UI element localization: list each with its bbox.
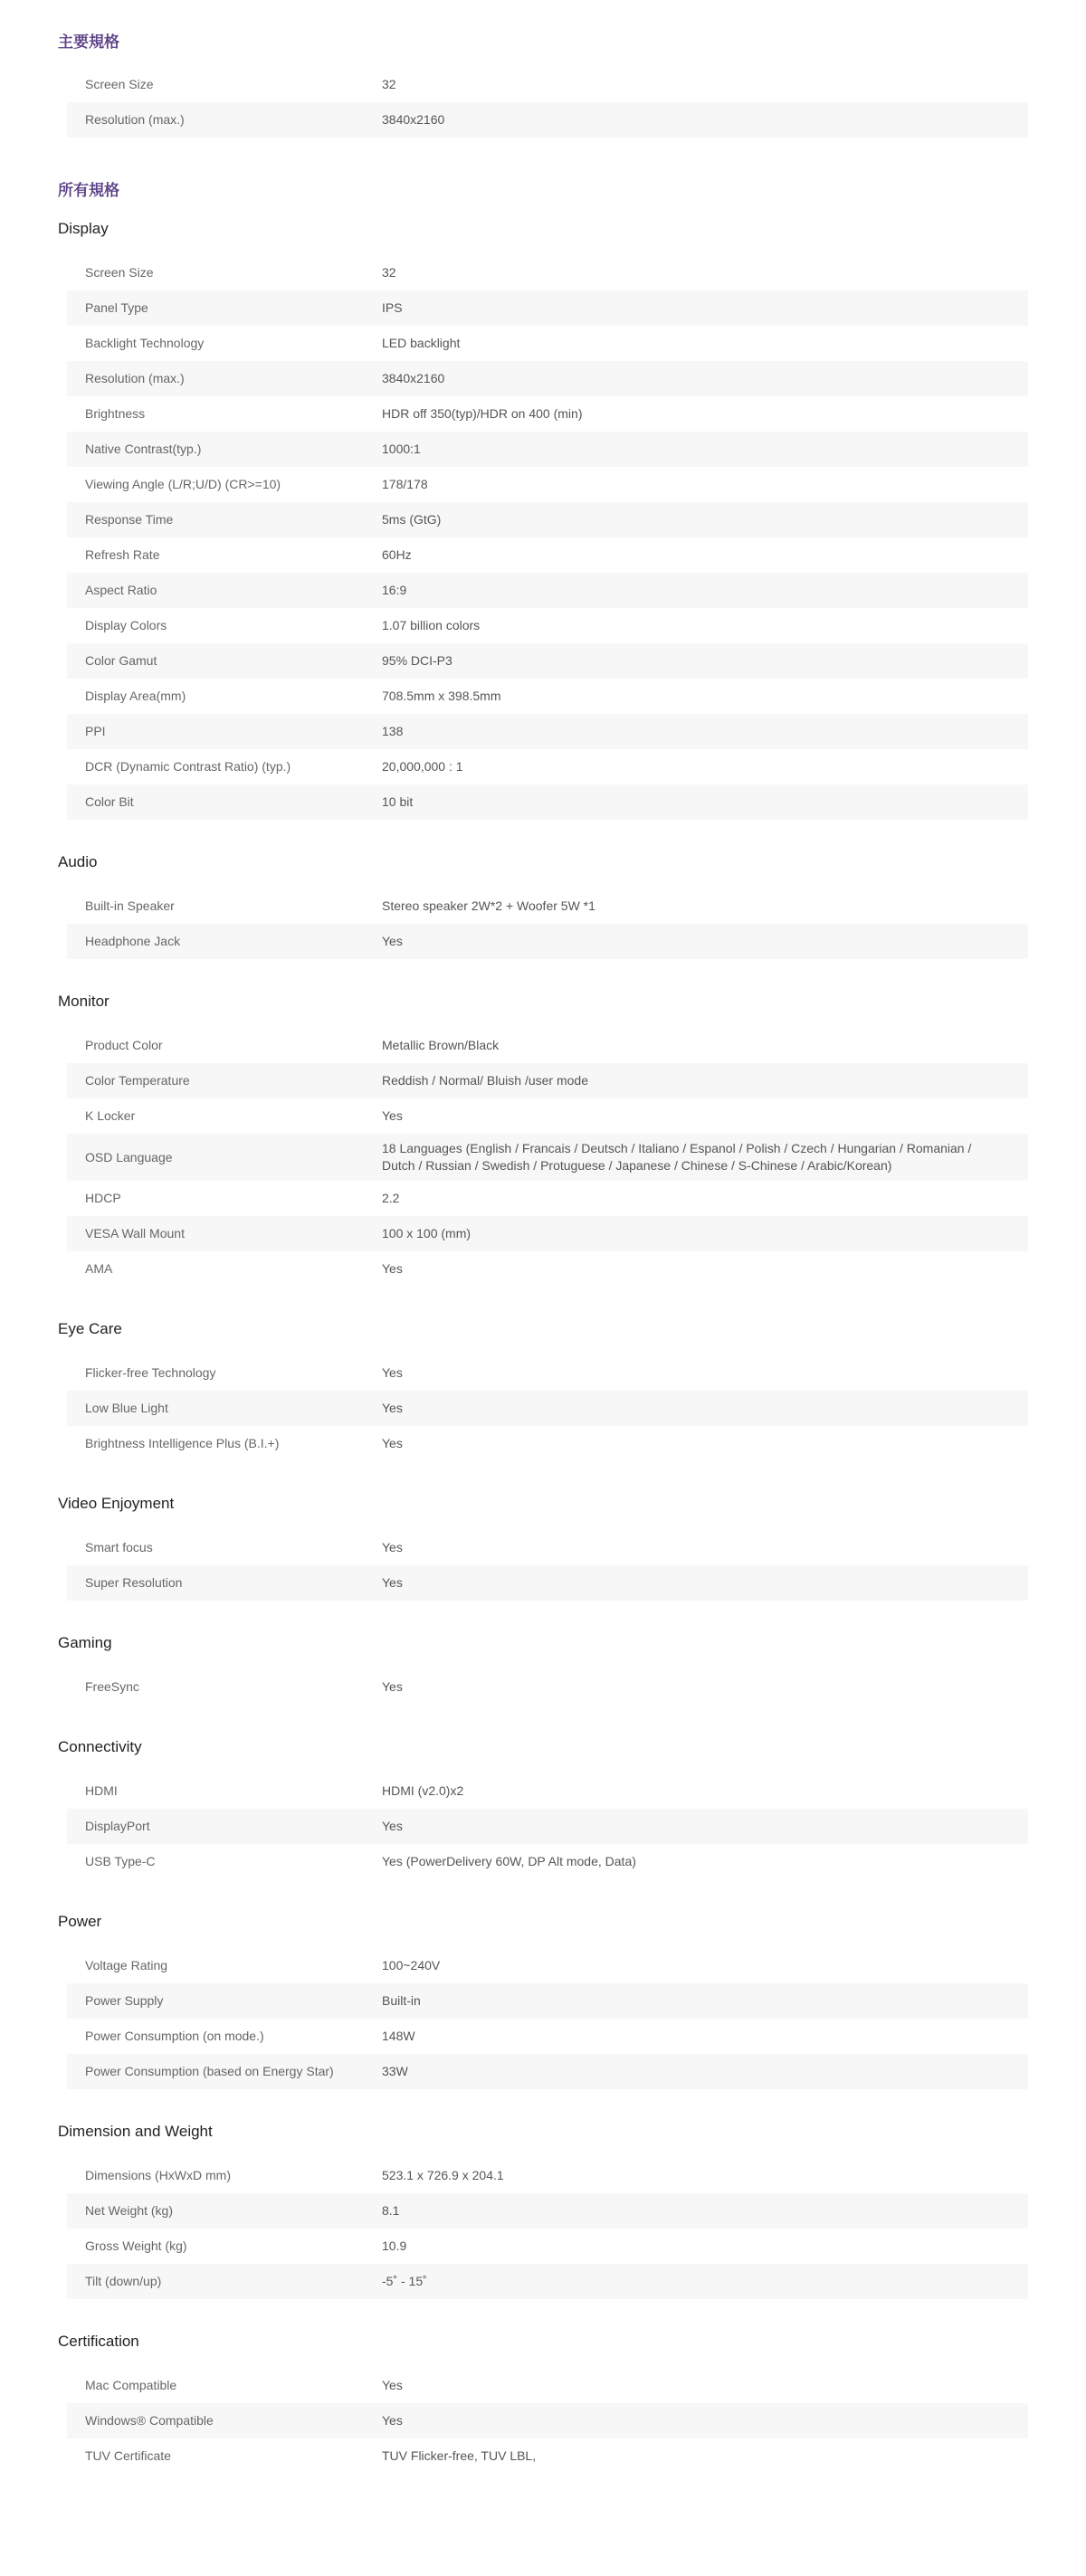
spec-value: 1000:1 — [382, 442, 421, 456]
section-table — [67, 1669, 1028, 1705]
spec-label: AMA — [85, 1261, 113, 1276]
spec-row — [67, 1098, 1028, 1134]
spec-section — [58, 1630, 1028, 1705]
spec-value: Metallic Brown/Black — [382, 1038, 500, 1052]
spec-label: Native Contrast(typ.) — [85, 442, 202, 456]
spec-value: TUV Flicker-free, TUV LBL, — [382, 2448, 537, 2463]
main-specs-table — [67, 67, 1028, 138]
spec-label: Response Time — [85, 512, 174, 527]
spec-row — [67, 2264, 1028, 2299]
spec-label: Flicker-free Technology — [85, 1365, 216, 1380]
spec-row — [67, 1809, 1028, 1844]
spec-value: IPS — [382, 300, 403, 315]
spec-label: Windows® Compatible — [85, 2413, 214, 2428]
spec-label: PPI — [85, 724, 106, 738]
section-table — [67, 889, 1028, 959]
spec-label: USB Type-C — [85, 1854, 156, 1868]
spec-row — [67, 2229, 1028, 2264]
spec-row — [67, 749, 1028, 784]
spec-row — [67, 396, 1028, 432]
spec-section — [58, 988, 1028, 1287]
spec-value: 708.5mm x 398.5mm — [382, 689, 501, 703]
spec-label: Resolution (max.) — [85, 112, 185, 127]
spec-value: Reddish / Normal/ Bluish /user mode — [382, 1073, 588, 1088]
spec-value: 32 — [382, 77, 396, 91]
section-title: Video Enjoyment — [58, 1495, 175, 1512]
spec-value: LED backlight — [382, 336, 461, 350]
spec-value: Yes — [382, 2378, 403, 2392]
spec-row — [67, 1391, 1028, 1426]
spec-value: 1.07 billion colors — [382, 618, 481, 632]
spec-label: Viewing Angle (L/R;U/D) (CR>=10) — [85, 477, 281, 491]
spec-label: VESA Wall Mount — [85, 1226, 185, 1240]
spec-value: 33W — [382, 2064, 408, 2078]
spec-row — [67, 643, 1028, 679]
main-specs-group — [58, 29, 1028, 138]
spec-value: Built-in — [382, 1993, 421, 2008]
spec-row — [67, 2403, 1028, 2438]
section-table — [67, 1028, 1028, 1287]
spec-row — [67, 679, 1028, 714]
spec-value: 3840x2160 — [382, 112, 445, 127]
spec-label: Display Area(mm) — [85, 689, 186, 703]
spec-label: Color Temperature — [85, 1073, 190, 1088]
spec-value: -5˚ - 15˚ — [382, 2274, 427, 2288]
spec-row — [67, 714, 1028, 749]
spec-label: Super Resolution — [85, 1575, 183, 1590]
spec-row — [67, 2368, 1028, 2403]
spec-row — [67, 255, 1028, 290]
spec-label: Backlight Technology — [85, 336, 205, 350]
spec-section — [58, 2118, 1028, 2299]
spec-label: Smart focus — [85, 1540, 153, 1554]
section-title: Gaming — [58, 1634, 112, 1651]
spec-value: Yes — [382, 1540, 403, 1554]
spec-row — [67, 1565, 1028, 1601]
spec-value: Yes — [382, 1679, 403, 1694]
spec-label: Color Bit — [85, 794, 134, 809]
spec-value: 5ms (GtG) — [382, 512, 442, 527]
spec-row — [67, 1251, 1028, 1287]
spec-row — [67, 1028, 1028, 1063]
all-specs-sections — [58, 215, 1028, 2474]
spec-row — [67, 467, 1028, 502]
spec-label: Power Consumption (based on Energy Star) — [85, 2064, 334, 2078]
spec-section — [58, 1734, 1028, 1879]
section-title: Certification — [58, 2333, 139, 2350]
spec-label: FreeSync — [85, 1679, 139, 1694]
section-title: Dimension and Weight — [58, 2123, 213, 2140]
spec-label: Panel Type — [85, 300, 148, 315]
section-table — [67, 2368, 1028, 2474]
section-title: Monitor — [58, 993, 110, 1010]
all-specs-group — [58, 177, 1028, 2474]
spec-label: Low Blue Light — [85, 1401, 168, 1415]
spec-value: 100~240V — [382, 1958, 441, 1972]
spec-row — [67, 102, 1028, 138]
spec-row — [67, 1355, 1028, 1391]
spec-row — [67, 1530, 1028, 1565]
spec-value: 60Hz — [382, 547, 412, 562]
spec-label: Tilt (down/up) — [85, 2274, 162, 2288]
spec-value: 18 Languages (English / Francais / Deutsch / Italiano / Espanol / Polish / Czech / Hungarian / Romanian / Dutch / Russian / Swedish / Protuguese / Japanese / Chinese / S-Chinese / Arabic/Korean) — [382, 1141, 972, 1173]
spec-value: 148W — [382, 2029, 415, 2043]
spec-row — [67, 924, 1028, 959]
spec-value: Yes — [382, 1575, 403, 1590]
spec-label: HDCP — [85, 1191, 121, 1205]
spec-label: Power Supply — [85, 1993, 164, 2008]
spec-row — [67, 1426, 1028, 1461]
spec-value: 32 — [382, 265, 396, 280]
spec-label: Product Color — [85, 1038, 163, 1052]
spec-label: Screen Size — [85, 265, 154, 280]
section-table — [67, 1773, 1028, 1879]
spec-value: Yes — [382, 1819, 403, 1833]
spec-value: 2.2 — [382, 1191, 400, 1205]
spec-value: HDR off 350(typ)/HDR on 400 (min) — [382, 406, 583, 421]
spec-row — [67, 326, 1028, 361]
spec-value: 10 bit — [382, 794, 414, 809]
spec-label: Screen Size — [85, 77, 154, 91]
spec-value: 8.1 — [382, 2203, 400, 2218]
section-table — [67, 255, 1028, 820]
spec-row — [67, 2438, 1028, 2474]
spec-row — [67, 2193, 1028, 2229]
spec-value: HDMI (v2.0)x2 — [382, 1783, 464, 1798]
spec-row — [67, 1216, 1028, 1251]
spec-section — [58, 849, 1028, 959]
spec-label: TUV Certificate — [85, 2448, 171, 2463]
spec-row — [67, 784, 1028, 820]
spec-label: HDMI — [85, 1783, 118, 1798]
spec-row — [67, 361, 1028, 396]
section-title: Eye Care — [58, 1320, 122, 1337]
spec-label: Headphone Jack — [85, 934, 181, 948]
section-title: Connectivity — [58, 1738, 142, 1755]
spec-page — [58, 29, 1028, 2503]
spec-row — [67, 1063, 1028, 1098]
spec-label: Resolution (max.) — [85, 371, 185, 385]
spec-row — [67, 537, 1028, 573]
spec-value: Stereo speaker 2W*2 + Woofer 5W *1 — [382, 898, 595, 913]
spec-label: Brightness Intelligence Plus (B.I.+) — [85, 1436, 280, 1450]
section-table — [67, 1948, 1028, 2089]
spec-row — [67, 502, 1028, 537]
spec-row — [67, 2054, 1028, 2089]
spec-value: 10.9 — [382, 2239, 407, 2253]
spec-row — [67, 432, 1028, 467]
section-table — [67, 1530, 1028, 1601]
section-table — [67, 2158, 1028, 2299]
spec-value: Yes — [382, 1401, 403, 1415]
spec-label: DCR (Dynamic Contrast Ratio) (typ.) — [85, 759, 291, 774]
spec-row — [67, 2158, 1028, 2193]
spec-row — [67, 1134, 1028, 1181]
spec-value: 138 — [382, 724, 404, 738]
spec-value: 178/178 — [382, 477, 428, 491]
spec-section — [58, 2328, 1028, 2474]
section-title: Audio — [58, 853, 98, 870]
spec-label: Dimensions (HxWxD mm) — [85, 2168, 231, 2182]
spec-row — [67, 2019, 1028, 2054]
spec-value: 523.1 x 726.9 x 204.1 — [382, 2168, 504, 2182]
spec-row — [67, 67, 1028, 102]
spec-label: Color Gamut — [85, 653, 157, 668]
spec-label: K Locker — [85, 1108, 136, 1123]
spec-value: Yes (PowerDelivery 60W, DP Alt mode, Data) — [382, 1854, 636, 1868]
spec-row — [67, 889, 1028, 924]
spec-value: Yes — [382, 1108, 403, 1123]
spec-label: DisplayPort — [85, 1819, 150, 1833]
spec-value: 95% DCI-P3 — [382, 653, 452, 668]
spec-label: Refresh Rate — [85, 547, 160, 562]
spec-row — [67, 1669, 1028, 1705]
spec-section — [58, 1908, 1028, 2089]
spec-section — [58, 1490, 1028, 1601]
spec-value: Yes — [382, 934, 403, 948]
spec-label: Gross Weight (kg) — [85, 2239, 187, 2253]
spec-value: 100 x 100 (mm) — [382, 1226, 472, 1240]
spec-label: Power Consumption (on mode.) — [85, 2029, 264, 2043]
section-title: Display — [58, 220, 109, 237]
spec-row — [67, 1773, 1028, 1809]
section-title: Power — [58, 1913, 102, 1930]
spec-section — [58, 215, 1028, 820]
spec-row — [67, 1181, 1028, 1216]
spec-value: 3840x2160 — [382, 371, 445, 385]
spec-label: OSD Language — [85, 1149, 173, 1164]
spec-row — [67, 608, 1028, 643]
spec-label: Brightness — [85, 406, 146, 421]
spec-row — [67, 573, 1028, 608]
spec-value: Yes — [382, 2413, 403, 2428]
all-specs-title: 所有規格 — [58, 182, 119, 199]
section-table — [67, 1355, 1028, 1461]
spec-value: 20,000,000 : 1 — [382, 759, 463, 774]
spec-label: Mac Compatible — [85, 2378, 177, 2392]
spec-section — [58, 1316, 1028, 1461]
spec-value: Yes — [382, 1261, 403, 1276]
spec-label: Display Colors — [85, 618, 167, 632]
spec-label: Aspect Ratio — [85, 583, 157, 597]
spec-row — [67, 1983, 1028, 2019]
spec-value: Yes — [382, 1365, 403, 1380]
spec-value: 16:9 — [382, 583, 407, 597]
main-specs-title: 主要規格 — [58, 33, 119, 51]
spec-row — [67, 290, 1028, 326]
spec-value: Yes — [382, 1436, 403, 1450]
spec-row — [67, 1948, 1028, 1983]
spec-label: Built-in Speaker — [85, 898, 175, 913]
spec-row — [67, 1844, 1028, 1879]
spec-label: Net Weight (kg) — [85, 2203, 173, 2218]
spec-label: Voltage Rating — [85, 1958, 168, 1972]
